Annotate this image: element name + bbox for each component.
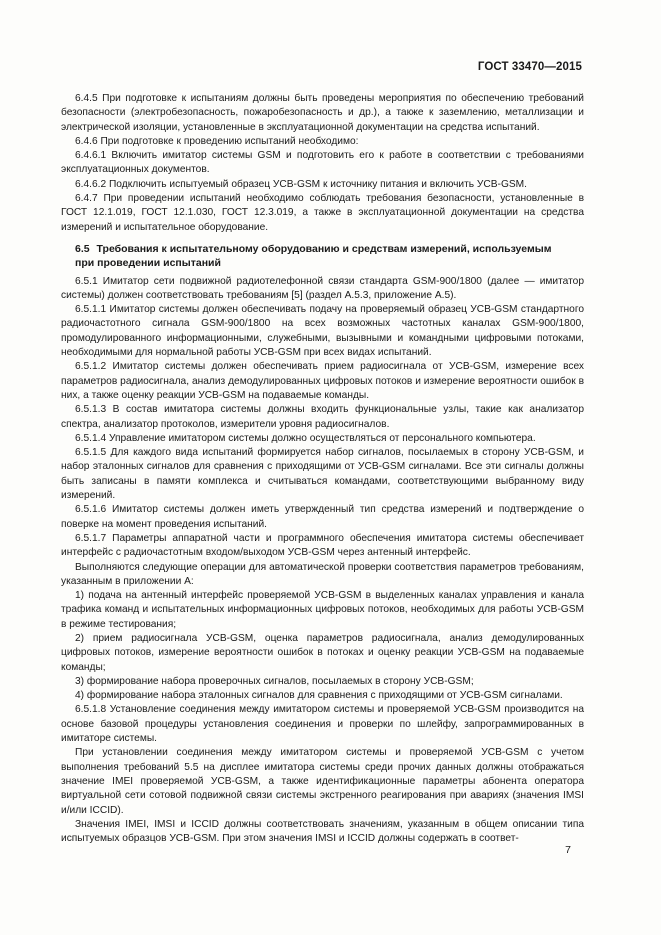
paragraph-6-5-1-4: 6.5.1.4 Управление имитатором системы должно осуществляться от персонального компьютера. bbox=[75, 432, 536, 444]
paragraph-6-5-1-6: 6.5.1.6 Имитатор системы должен иметь утвержденный тип средства измерений и подтверждение о поверке на момент проведения испытаний. bbox=[61, 504, 584, 530]
section-number: 6.5 bbox=[75, 242, 90, 255]
list-item-2: 2) прием радиосигнала УСВ-GSM, оценка параметров радиосигнала, анализ демодулированных цифровых потоков, измерение вероятности ошибок в потоках и оценку реакции УСВ-GSM на подаваемые команды; bbox=[61, 632, 584, 673]
section-heading-6-5 bbox=[61, 242, 584, 271]
section-title-line2: при проведении испытаний bbox=[75, 257, 221, 270]
paragraph-6-5-1-7: 6.5.1.7 Параметры аппаратной части и программного обеспечения имитатора системы обеспечивает интерфейс с радиочастотным входом/выходом УСВ-GSM через антенный интерфейс. bbox=[61, 532, 584, 559]
paragraph-6-4-6-2: 6.4.6.2 Подключить испытуемый образец УСВ-GSM к источнику питания и включить УСВ-GSM. bbox=[75, 178, 527, 190]
paragraph-6-4-6: 6.4.6 При подготовке к проведению испытаний необходимо: bbox=[75, 135, 359, 147]
page-body bbox=[61, 92, 584, 846]
page-number: 7 bbox=[565, 844, 571, 856]
paragraph-6-4-7: 6.4.7 При проведении испытаний необходимо соблюдать требования безопасности, установленные в ГОСТ 12.1.019, ГОСТ 12.1.030, ГОСТ 12.3.019, а также в эксплуатационной документации на средства измерений и испытательное оборудование. bbox=[61, 193, 584, 233]
list-item-3: 3) формирование набора проверочных сигналов, посылаемых в сторону УСВ-GSM; bbox=[75, 675, 474, 687]
paragraph-6-5-1: 6.5.1 Имитатор сети подвижной радиотелефонной связи стандарта GSM-900/1800 (далее — имитатор системы) должен соответствовать требованиям [5] (раздел А.5.3, приложение А.5). bbox=[61, 275, 584, 301]
list-item-4: 4) формирование набора эталонных сигналов для сравнения с приходящими от УСВ-GSM сигналами. bbox=[75, 690, 563, 702]
section-title-line1: Требования к испытательному оборудованию и средствам измерений, используемым bbox=[96, 242, 552, 255]
paragraph-6-5-1-5: 6.5.1.5 Для каждого вида испытаний формируется набор сигналов, посылаемых в сторону УСВ-GSM, и набор эталонных сигналов для сравнения с приходящими от УСВ-GSM сигналами. Все эти сигналы должны быть записаны в памяти комплекса и считываться командами, соответствующими выбранному виду измерений. bbox=[61, 447, 584, 502]
paragraph-6-5-1-8: 6.5.1.8 Установление соединения между имитатором системы и проверяемой УСВ-GSM производится на основе базовой процедуры установления соединения и проверки по шлейфу, запрограммированных в имитаторе системы. bbox=[61, 704, 584, 745]
list-item-1: 1) подача на антенный интерфейс проверяемой УСВ-GSM в выделенных каналах управления и канала трафика команд и испытательных информационных цифровых потоков, необходимых для работы УСВ-GSM в режиме тестирования; bbox=[61, 590, 584, 630]
document-header: ГОСТ 33470—2015 bbox=[477, 61, 582, 73]
paragraph-operations-intro: Выполняются следующие операции для автоматической проверки соответствия параметров требованиям, указанным в приложении А: bbox=[61, 561, 584, 587]
paragraph-connection-imei: При установлении соединения между имитатором системы и проверяемой УСВ-GSM с учетом выполнения требований 5.5 на дисплее имитатора системы среди прочих данных должны отображаться значение IMEI проверяемой УСВ-GSM, а также идентификационные параметры абонента оператора виртуальной сети сотовой подвижной связи системы экстренного реагирования при авариях (значения IMSI и/или ICCID). bbox=[61, 747, 584, 816]
paragraph-6-5-1-2: 6.5.1.2 Имитатор системы должен обеспечивать прием радиосигнала от УСВ-GSM, измерение всех параметров радиосигнала, анализ демодулированных цифровых потоков и измерение вероятности ошибок в них, а также оценку реакции УСВ-GSM на подаваемые команды. bbox=[61, 361, 584, 401]
paragraph-6-4-5: 6.4.5 При подготовке к испытаниям должны быть проведены мероприятия по обеспечению требований безопасности (электробезопасность, пожаробезопасность и др.), а также к заземлению, металлизации и электрической изоляции, установленные в эксплуатационной документации на средства испытаний. bbox=[61, 93, 584, 133]
paragraph-6-5-1-1: 6.5.1.1 Имитатор системы должен обеспечивать подачу на проверяемый образец УСВ-GSM стандартного радиочастотного сигнала GSM-900/1800 на всех возможных частотных каналах GSM-900/1800, промодулированного информационными, служебными, вызывными и командными цифровыми потоками, необходимыми для нормальной работы УСВ-GSM при всех видах испытаний. bbox=[61, 304, 584, 359]
paragraph-imei-imsi-iccid: Значения IMEI, IMSI и ICCID должны соответствовать значениям, указанным в общем описании типа испытуемых образцов УСВ-GSM. При этом значения IMSI и ICCID должны содержать в соответ- bbox=[61, 818, 584, 845]
paragraph-6-5-1-3: 6.5.1.3 В состав имитатора системы должны входить функциональные узлы, такие как анализатор спектра, анализатор протоколов, измерители уровня радиосигналов. bbox=[61, 404, 584, 430]
paragraph-6-4-6-1: 6.4.6.1 Включить имитатор системы GSM и подготовить его к работе в соответствии с требованиями эксплуатационных документов. bbox=[61, 150, 584, 176]
